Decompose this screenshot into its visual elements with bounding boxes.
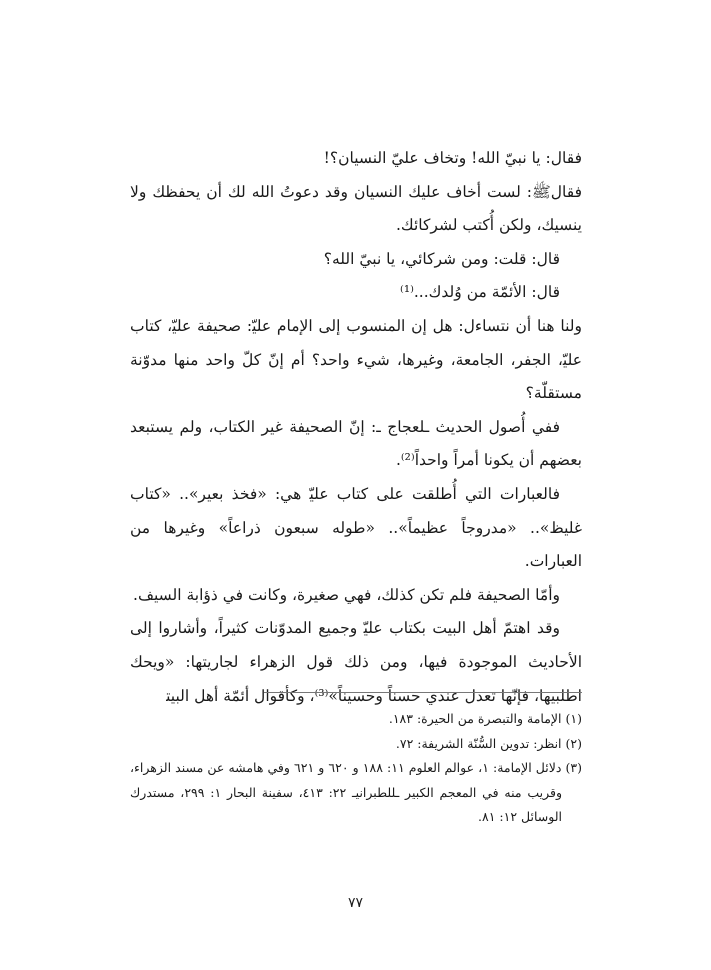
footnote-2: (٢) انظر: تدوين السُّنّة الشريفة: ٧٢. xyxy=(395,735,582,751)
paragraph-9: وقد اهتمّ أهل البيت بكتاب عليّ‍ وجميع المدوّنات كثيراً، وأشاروا إلى الأحاديث الموجودة فيها، ومن ذلك قول الزهراء‍ لجاريتها: «ويحك اطلبيها، فإنّها تعدل عندي حسناً وحسيناً»⁽³⁾، وكأقوال أئمّة أهل البيت‍ xyxy=(130,619,582,705)
page-number: ٧٧ xyxy=(347,895,364,911)
footnote-3: (٣) دلائل الإمامة: ١، عوالم العلوم ١١: ١٨٨ و ٦٢٠ و ٦٢١ وفي هامشه عن مسند الزهراء، وقريب منه في المعجم الكبير ـللطبرانيـ ٢٢: ٤١٣، سفينة البحار ١: ٢٩٩، مستدرك الوسائل ١٢: ٨١. xyxy=(130,760,583,825)
paragraph-8: وأمّا الصحيفة فلم تكن كذلك، فهي صغيرة، وكانت في ذؤابة السيف. xyxy=(133,585,560,604)
footnotes xyxy=(130,707,582,830)
paragraph-5: ولنا هنا أن نتساءل: هل إن المنسوب إلى الإمام عليّ‍: صحيفة عليّ‍، كتاب عليّ‍، الجفر، الجامعة، وغيرها، شيء واحد؟ أم إنّ كلّ واحد منها مدوّنة مستقلّة؟ xyxy=(130,316,582,403)
paragraph-3: قال: قلت: ومن شركائي، يا نبيّ الله؟ xyxy=(323,249,560,268)
paragraph-2: فقالﷺ: لست أخاف عليك النسيان وقد دعوتُ الله لك أن يحفظك ولا ينسيك، ولكن أُكتب لشركائك. xyxy=(130,182,582,235)
main-text xyxy=(130,142,582,713)
paragraph-1: فقال: يا نبيّ الله! وتخاف عليّ النسيان؟! xyxy=(323,149,582,167)
paragraph-6: ففي أُصول الحديث ـلعجاج ـ: إنّ الصحيفة غير الكتاب، ولم يستبعد بعضهم أن يكونا أمراً واحداً⁽²⁾. xyxy=(130,417,582,470)
paragraph-4: قال: الأئمّة من وُلدك...⁽¹⁾ xyxy=(400,283,560,302)
footnote-separator xyxy=(264,692,582,693)
paragraph-7: فالعبارات التي أُطلقت على كتاب عليّ‍ هي: «فخذ بعير».. «كتاب غليظ».. «مدروجاً عظيماً».. «طوله سبعون ذراعاً» وغيرها من العبارات. xyxy=(130,484,582,571)
footnote-1: (١) الإمامة والتبصرة من الحيرة: ١٨٣. xyxy=(388,711,582,726)
